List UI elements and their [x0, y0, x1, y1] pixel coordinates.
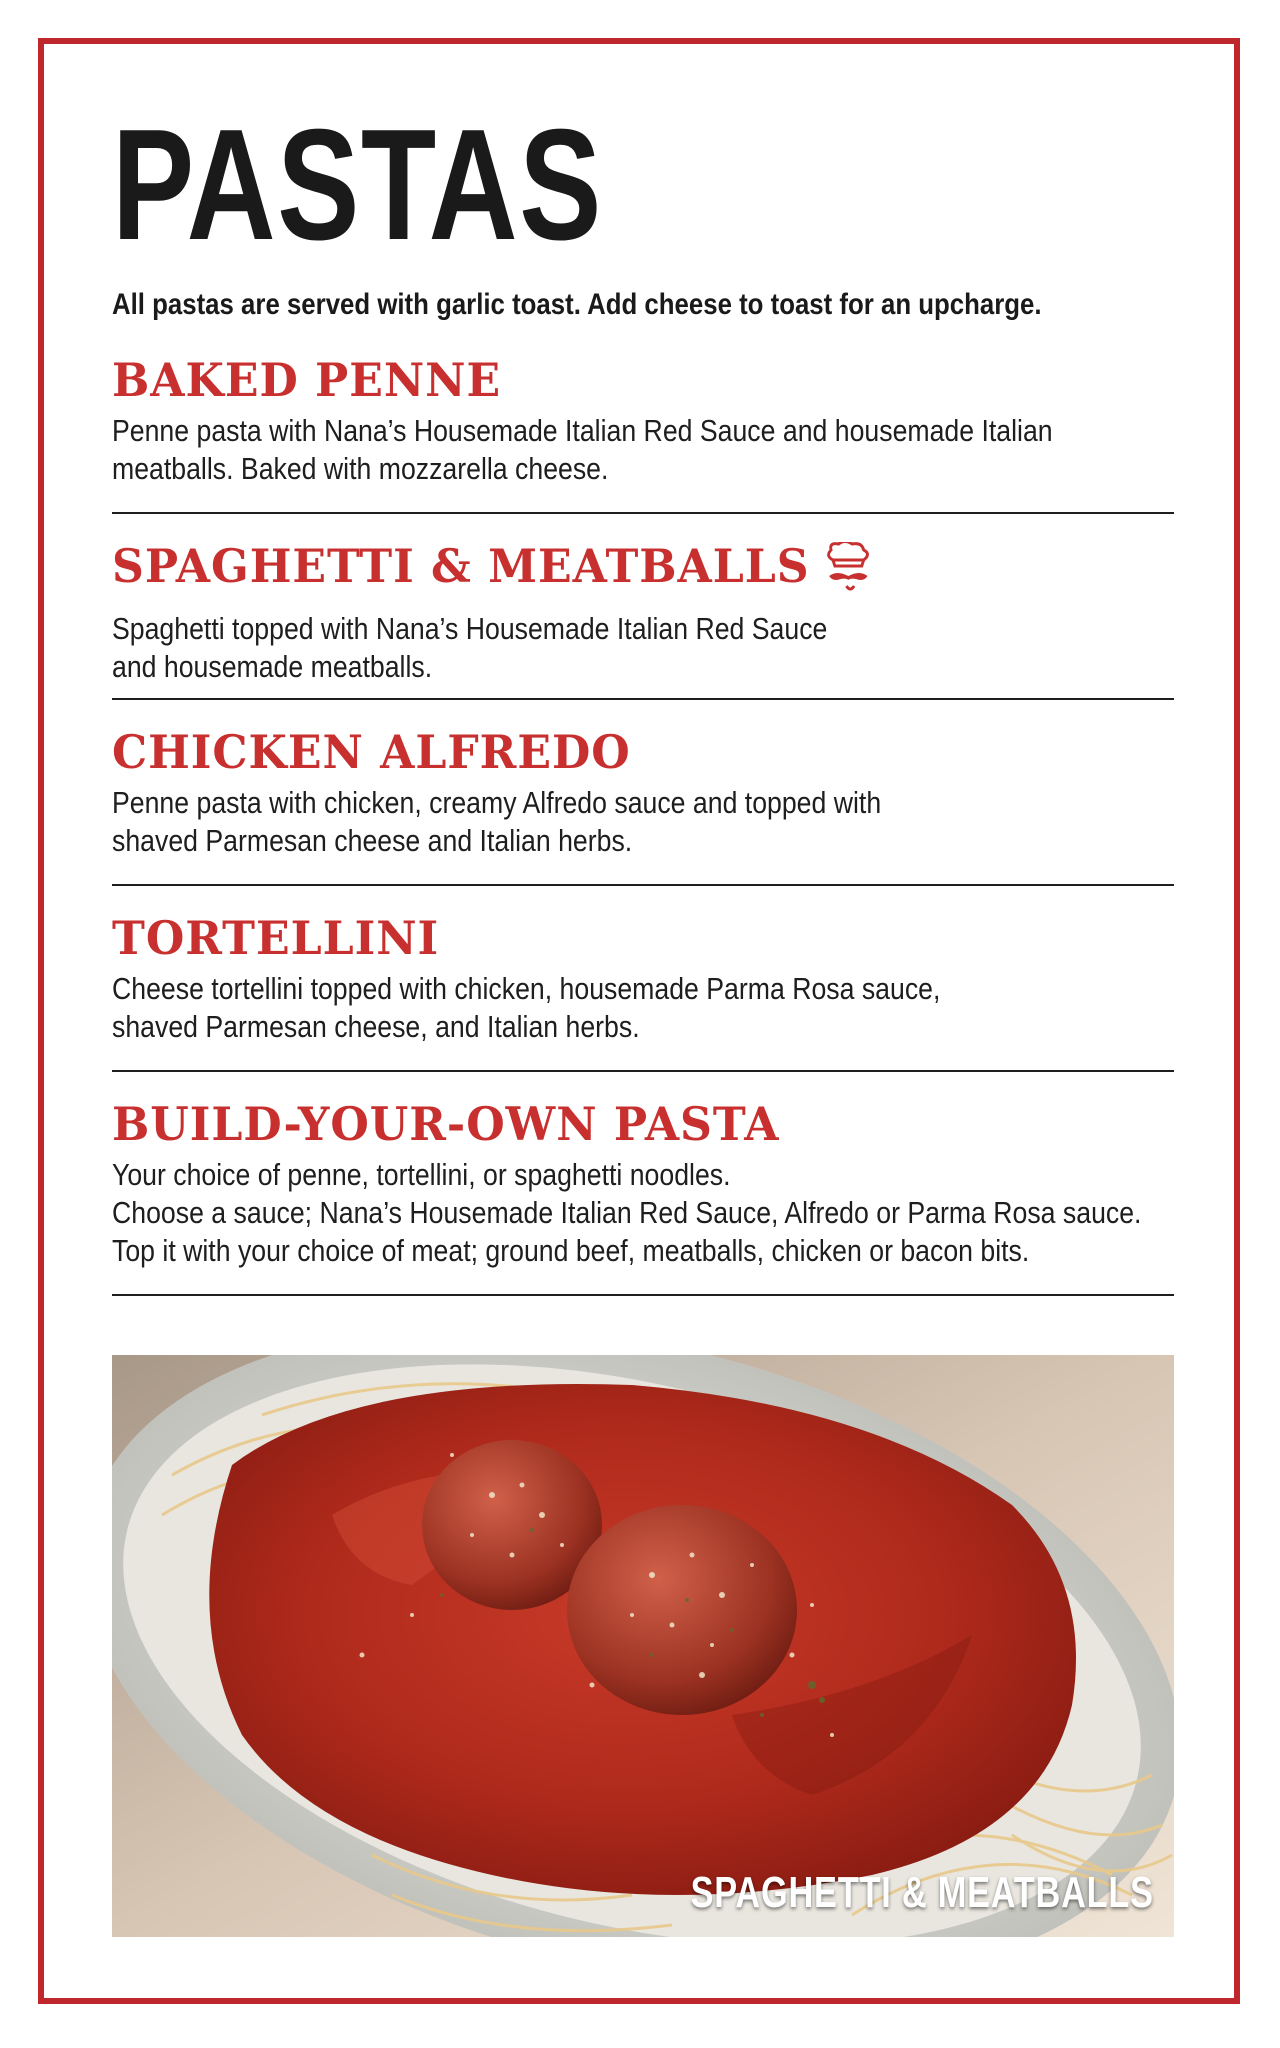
menu-item-description	[112, 1156, 1142, 1270]
menu-item-description	[112, 784, 1025, 860]
menu-item-description	[112, 412, 1053, 488]
description-line: Cheese tortellini topped with chicken, housemade Parma Rosa sauce,	[112, 971, 941, 1006]
divider	[112, 698, 1174, 700]
menu-item-name-row	[112, 538, 1132, 606]
menu-item-chicken-alfredo	[112, 724, 1174, 860]
description-line: Penne pasta with chicken, creamy Alfredo sauce and topped with	[112, 785, 882, 820]
chef-hat-mustache-icon	[821, 542, 875, 606]
menu-item-name: TORTELLINI	[112, 911, 440, 965]
description-line: Choose a sauce; Nana’s Housemade Italian Red Sauce, Alfredo or Parma Rosa sauce.	[112, 1195, 1142, 1230]
menu-item-name: SPAGHETTI & MEATBALLS	[112, 539, 810, 593]
food-illustration	[112, 1355, 1174, 1937]
spaghetti-meatballs-photo	[112, 1355, 1174, 1937]
menu-item-spaghetti-meatballs	[112, 538, 1174, 686]
menu-item-name: BUILD-YOUR-OWN PASTA	[112, 1097, 780, 1151]
description-line: meatballs. Baked with mozzarella cheese.	[112, 451, 609, 486]
divider	[112, 1294, 1174, 1296]
divider	[112, 512, 1174, 514]
page-title: PASTAS	[112, 97, 603, 273]
divider	[112, 1070, 1174, 1072]
description-line: Spaghetti topped with Nana’s Housemade Italian Red Sauce	[112, 611, 828, 646]
menu-item-description	[112, 970, 1025, 1046]
description-line: shaved Parmesan cheese, and Italian herbs.	[112, 1009, 640, 1044]
menu-item-tortellini	[112, 910, 1174, 1046]
menu-item-build-your-own-pasta	[112, 1096, 1174, 1270]
description-line: Your choice of penne, tortellini, or spaghetti noodles.	[112, 1157, 731, 1192]
description-line: and housemade meatballs.	[112, 649, 433, 684]
menu-item-name: BAKED PENNE	[112, 353, 502, 407]
description-line: Penne pasta with Nana’s Housemade Italian Red Sauce and housemade Italian	[112, 413, 1053, 448]
page-subtitle: All pastas are served with garlic toast. Add cheese to toast for an upcharge.	[112, 288, 1042, 321]
menu-item-baked-penne	[112, 352, 1174, 488]
menu-item-name: CHICKEN ALFREDO	[112, 725, 631, 779]
description-line: Top it with your choice of meat; ground beef, meatballs, chicken or bacon bits.	[112, 1233, 1030, 1268]
photo-caption: SPAGHETTI & MEATBALLS	[690, 1868, 1154, 1917]
description-line: shaved Parmesan cheese and Italian herbs.	[112, 823, 633, 858]
menu-item-description	[112, 610, 1025, 686]
divider	[112, 884, 1174, 886]
